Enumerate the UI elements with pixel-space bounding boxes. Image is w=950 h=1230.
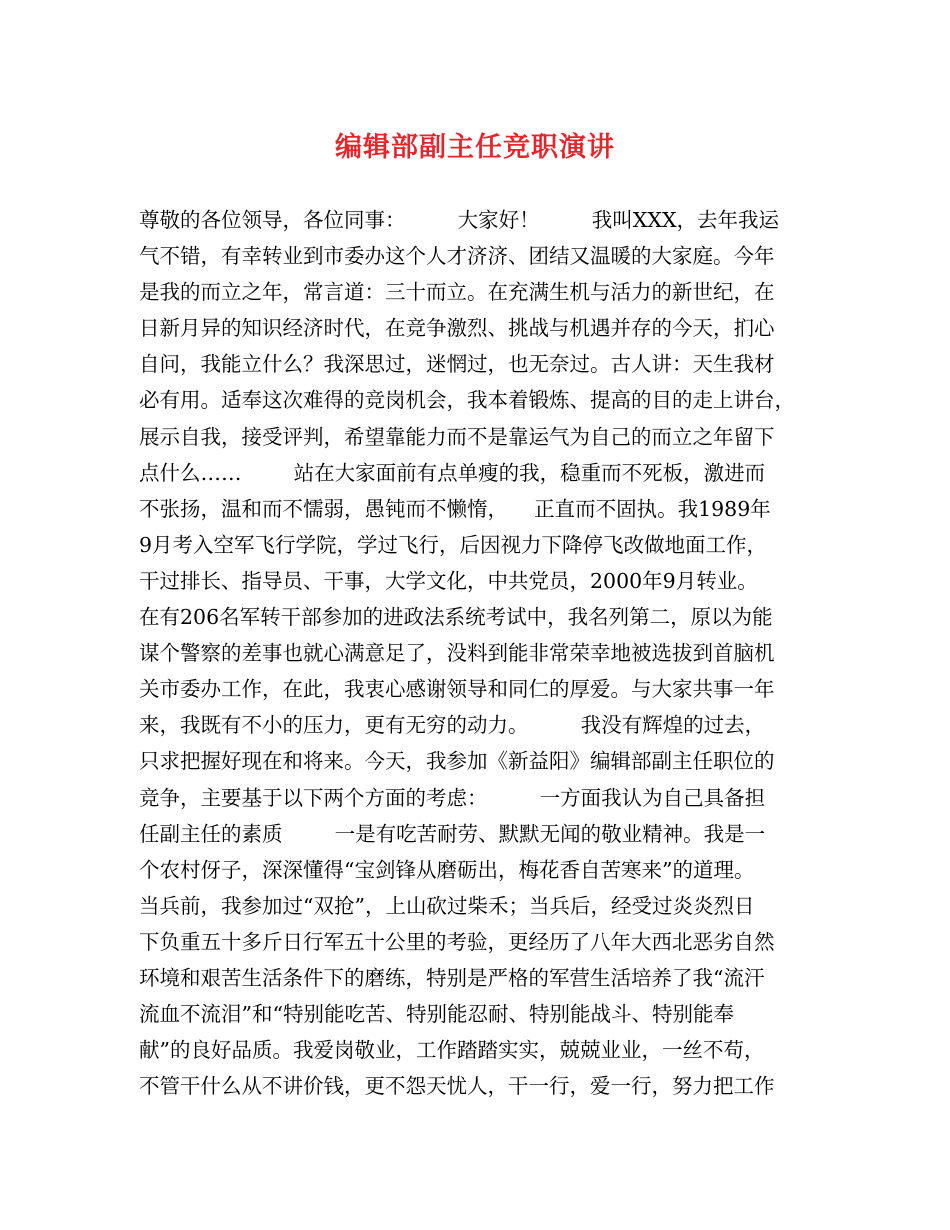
body-line: 竞争，主要基于以下两个方面的考虑： 一方面我认为自己具备担 [139, 785, 766, 810]
body-line: 自问，我能立什么？我深思过，迷惘过，也无奈过。古人讲：天生我材 [139, 352, 775, 377]
body-line: 只求把握好现在和将来。今天，我参加《新益阳》编辑部副主任职位的 [139, 749, 775, 774]
body-line: 任副主任的素质 一是有吃苦耐劳、默默无闻的敬业精神。我是一 [139, 821, 766, 846]
body-line: 必有用。适奉这次难得的竞岗机会，我本着锻炼、提高的目的走上讲台， [139, 388, 795, 413]
document-title: 编辑部副主任竞职演讲 [335, 132, 615, 163]
body-line: 点什么…… 站在大家面前有点单瘦的我，稳重而不死板，激进而 [139, 460, 766, 485]
body-line: 气不错，有幸转业到市委办这个人才济济、团结又温暖的大家庭。今年 [139, 244, 775, 269]
body-line: 个农村伢子，深深懂得“宝剑锋从磨砺出，梅花香自苦寒来”的道理。 [139, 857, 755, 882]
body-line: 是我的而立之年，常言道：三十而立。在充满生机与活力的新世纪，在 [139, 280, 775, 305]
body-line: 流血不流泪”和“特别能吃苦、特别能忍耐、特别能战斗、特别能奉 [139, 1002, 734, 1027]
body-line: 下负重五十多斤日行军五十公里的考验，更经历了八年大西北恶劣自然 [139, 929, 775, 954]
body-line: 环境和艰苦生活条件下的磨练，特别是严格的军营生活培养了我“流汗 [139, 965, 765, 990]
body-line: 不张扬，温和而不懦弱，愚钝而不懒惰， 正直而不固执。我1989年 [139, 496, 771, 521]
body-line: 在有206名军转干部参加的进政法系统考试中，我名列第二，原以为能 [139, 605, 773, 630]
body-line: 谋个警察的差事也就心满意足了，没料到能非常荣幸地被选拔到首脑机 [139, 641, 775, 666]
body-line: 不管干什么从不讲价钱，更不怨天忧人，干一行，爱一行，努力把工作 [139, 1074, 775, 1099]
body-line: 关市委办工作，在此，我衷心感谢领导和同仁的厚爱。与大家共事一年 [139, 677, 775, 702]
body-line: 来，我既有不小的压力，更有无穷的动力。 我没有辉煌的过去， [139, 713, 766, 738]
body-line: 干过排长、指导员、干事，大学文化，中共党员，2000年9月转业。 [139, 568, 758, 593]
body-line: 献”的良好品质。我爱岗敬业，工作踏踏实实，兢兢业业，一丝不苟， [139, 1038, 765, 1063]
body-line: 9月考入空军飞行学院，学过飞行，后因视力下降停飞改做地面工作， [139, 532, 768, 557]
document-body [139, 202, 829, 1104]
body-line: 当兵前，我参加过“双抢”，上山砍过柴禾；当兵后，经受过炎炎烈日 [139, 893, 755, 918]
body-line: 尊敬的各位领导，各位同事： 大家好！ 我叫XXX，去年我运 [139, 208, 780, 232]
body-line: 日新月异的知识经济时代，在竞争激烈、挑战与机遇并存的今天，扪心 [139, 316, 775, 341]
body-line: 展示自我，接受评判，希望靠能力而不是靠运气为自己的而立之年留下 [139, 424, 775, 449]
